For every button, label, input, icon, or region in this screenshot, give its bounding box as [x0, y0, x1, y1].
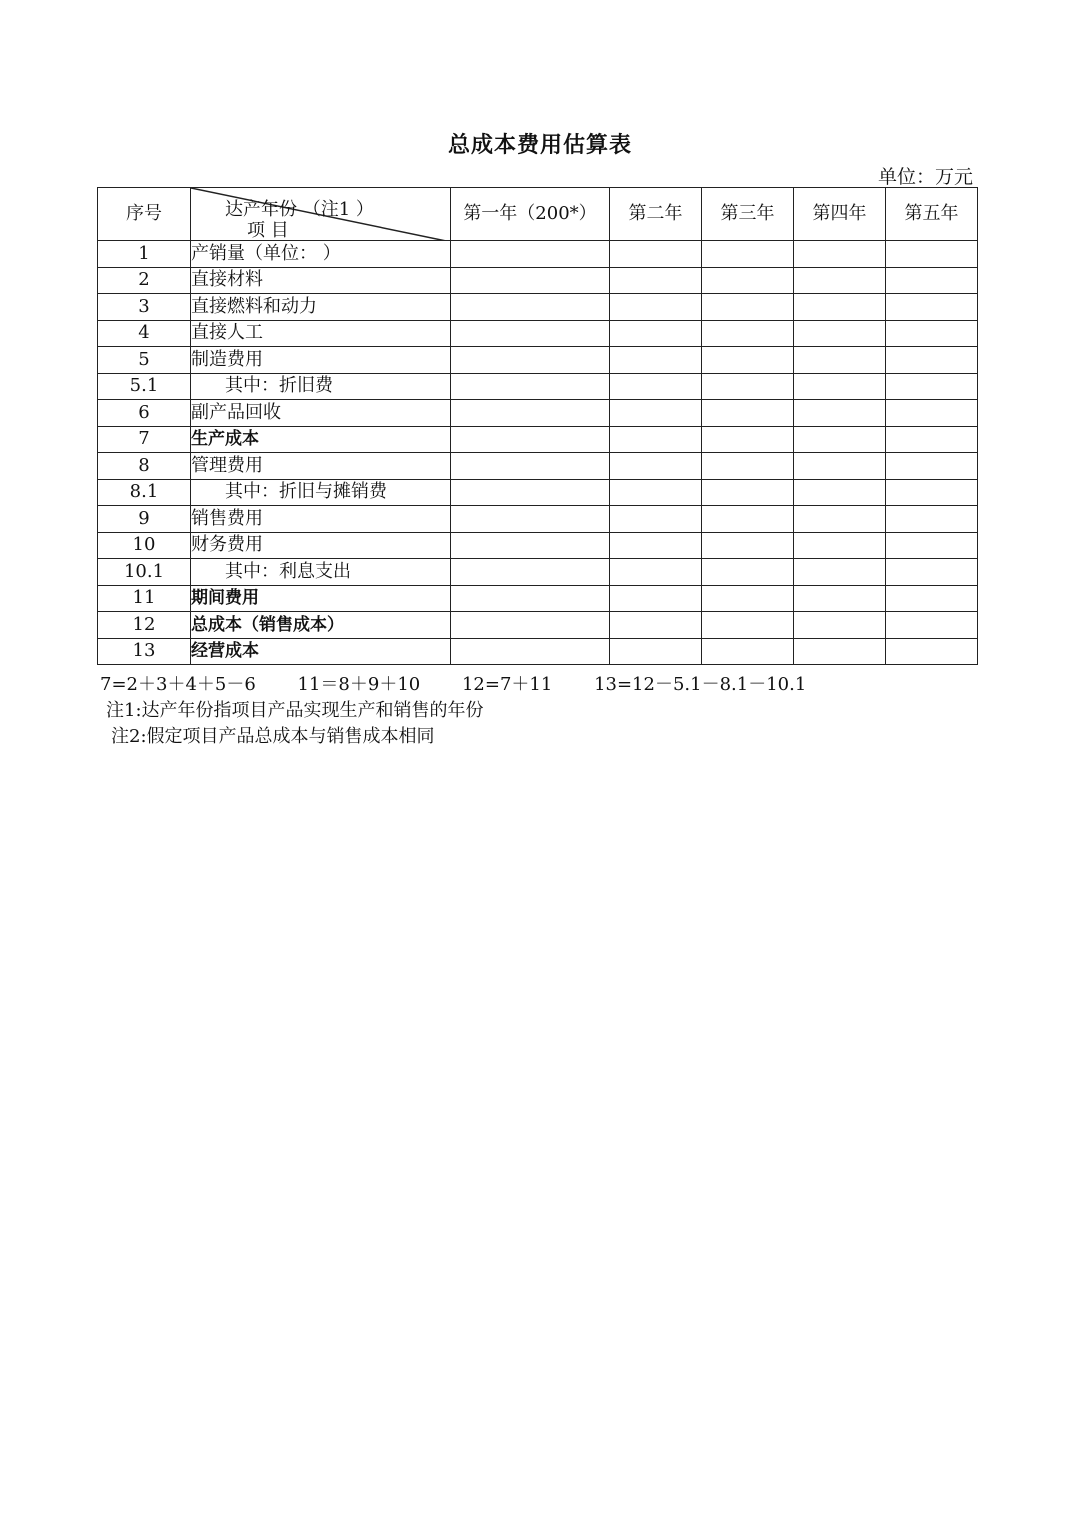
value-cell-year-2[interactable]: [610, 241, 702, 268]
value-cell-year-2[interactable]: [610, 294, 702, 321]
value-cell-year-2[interactable]: [610, 373, 702, 400]
value-cell-year-5[interactable]: [886, 347, 978, 374]
row-item-label: 期间费用: [191, 585, 451, 612]
value-cell-year-3[interactable]: [702, 559, 794, 586]
value-cell-year-2[interactable]: [610, 267, 702, 294]
value-cell-year-2[interactable]: [610, 320, 702, 347]
header-year-3: 第三年: [702, 188, 794, 241]
formula-13: 13=12－5.1－8.1－10.1: [594, 674, 807, 695]
table-row: [98, 347, 978, 374]
value-cell-year-1[interactable]: [451, 559, 610, 586]
value-cell-year-3[interactable]: [702, 347, 794, 374]
note-2: 注2:假定项目产品总成本与销售成本相同: [111, 726, 435, 747]
value-cell-year-5[interactable]: [886, 241, 978, 268]
formula-7: 7=2＋3＋4＋5－6: [100, 674, 256, 695]
row-item-label: 直接人工: [191, 320, 451, 347]
row-number: 8: [98, 453, 191, 480]
value-cell-year-1[interactable]: [451, 506, 610, 533]
row-item-label: 直接燃料和动力: [191, 294, 451, 321]
value-cell-year-3[interactable]: [702, 267, 794, 294]
value-cell-year-4[interactable]: [794, 347, 886, 374]
table-row: [98, 294, 978, 321]
row-item-label: 制造费用: [191, 347, 451, 374]
row-number: 9: [98, 506, 191, 533]
row-number: 12: [98, 612, 191, 639]
value-cell-year-4[interactable]: [794, 479, 886, 506]
value-cell-year-4[interactable]: [794, 559, 886, 586]
header-year-label: 达产年份 （注1 ）: [225, 199, 374, 220]
value-cell-year-4[interactable]: [794, 241, 886, 268]
row-item-label: 经营成本: [191, 638, 451, 665]
header-year-4: 第四年: [794, 188, 886, 241]
table-row: [98, 267, 978, 294]
value-cell-year-3[interactable]: [702, 612, 794, 639]
row-number: 4: [98, 320, 191, 347]
header-year-5: 第五年: [886, 188, 978, 241]
unit-label: 单位：万元: [877, 166, 973, 188]
value-cell-year-2[interactable]: [610, 585, 702, 612]
value-cell-year-5[interactable]: [886, 612, 978, 639]
value-cell-year-4[interactable]: [794, 506, 886, 533]
row-item-label: 其中：折旧费: [191, 373, 451, 400]
table-row: [98, 320, 978, 347]
value-cell-year-3[interactable]: [702, 638, 794, 665]
row-number: 5: [98, 347, 191, 374]
value-cell-year-1[interactable]: [451, 426, 610, 453]
row-item-label: 产销量（单位： ）: [191, 241, 451, 268]
header-diagonal-cell: [191, 188, 451, 241]
header-no: 序号: [98, 188, 191, 241]
row-item-label: 总成本（销售成本）: [191, 612, 451, 639]
header-year-1: 第一年（200*）: [451, 188, 610, 241]
value-cell-year-2[interactable]: [610, 400, 702, 427]
value-cell-year-1[interactable]: [451, 373, 610, 400]
notes: [100, 672, 842, 750]
table-row: [98, 638, 978, 665]
value-cell-year-3[interactable]: [702, 320, 794, 347]
note-1: 注1:达产年份指项目产品实现生产和销售的年份: [106, 700, 484, 721]
formula-12: 12=7＋11: [461, 674, 553, 695]
value-cell-year-5[interactable]: [886, 267, 978, 294]
table-row: [98, 612, 978, 639]
value-cell-year-3[interactable]: [702, 400, 794, 427]
value-cell-year-5[interactable]: [886, 532, 978, 559]
value-cell-year-2[interactable]: [610, 479, 702, 506]
table-row: [98, 426, 978, 453]
header-year-2: 第二年: [610, 188, 702, 241]
row-number: 1: [98, 241, 191, 268]
cost-estimate-table: [97, 187, 978, 665]
value-cell-year-3[interactable]: [702, 532, 794, 559]
row-item-label: 销售费用: [191, 506, 451, 533]
table-row: [98, 479, 978, 506]
value-cell-year-4[interactable]: [794, 400, 886, 427]
value-cell-year-1[interactable]: [451, 241, 610, 268]
value-cell-year-2[interactable]: [610, 347, 702, 374]
value-cell-year-5[interactable]: [886, 426, 978, 453]
value-cell-year-5[interactable]: [886, 585, 978, 612]
row-number: 13: [98, 638, 191, 665]
value-cell-year-5[interactable]: [886, 506, 978, 533]
row-number: 8.1: [98, 479, 191, 506]
value-cell-year-3[interactable]: [702, 506, 794, 533]
value-cell-year-5[interactable]: [886, 453, 978, 480]
row-item-label: 直接材料: [191, 267, 451, 294]
value-cell-year-4[interactable]: [794, 294, 886, 321]
value-cell-year-1[interactable]: [451, 320, 610, 347]
row-item-label: 生产成本: [191, 426, 451, 453]
value-cell-year-2[interactable]: [610, 426, 702, 453]
value-cell-year-3[interactable]: [702, 294, 794, 321]
row-number: 3: [98, 294, 191, 321]
row-number: 2: [98, 267, 191, 294]
value-cell-year-1[interactable]: [451, 479, 610, 506]
row-number: 10.1: [98, 559, 191, 586]
value-cell-year-1[interactable]: [451, 453, 610, 480]
table-row: [98, 400, 978, 427]
value-cell-year-1[interactable]: [451, 347, 610, 374]
value-cell-year-2[interactable]: [610, 532, 702, 559]
value-cell-year-2[interactable]: [610, 453, 702, 480]
value-cell-year-4[interactable]: [794, 612, 886, 639]
row-number: 11: [98, 585, 191, 612]
value-cell-year-4[interactable]: [794, 532, 886, 559]
row-number: 6: [98, 400, 191, 427]
table-row: [98, 506, 978, 533]
row-item-label: 其中：利息支出: [191, 559, 451, 586]
value-cell-year-4[interactable]: [794, 320, 886, 347]
value-cell-year-4[interactable]: [794, 585, 886, 612]
formula-line: [100, 672, 842, 698]
table-row: [98, 241, 978, 268]
value-cell-year-1[interactable]: [451, 267, 610, 294]
value-cell-year-1[interactable]: [451, 294, 610, 321]
value-cell-year-2[interactable]: [610, 559, 702, 586]
table-row: [98, 532, 978, 559]
formula-11: 11＝8＋9＋10: [297, 674, 421, 695]
value-cell-year-1[interactable]: [451, 638, 610, 665]
value-cell-year-3[interactable]: [702, 373, 794, 400]
value-cell-year-4[interactable]: [794, 426, 886, 453]
table-row: [98, 453, 978, 480]
value-cell-year-1[interactable]: [451, 532, 610, 559]
table-row: [98, 585, 978, 612]
table-row: [98, 559, 978, 586]
value-cell-year-4[interactable]: [794, 638, 886, 665]
row-item-label: 财务费用: [191, 532, 451, 559]
value-cell-year-3[interactable]: [702, 453, 794, 480]
row-number: 5.1: [98, 373, 191, 400]
document-title: 总成本费用估算表: [447, 133, 632, 158]
value-cell-year-1[interactable]: [451, 612, 610, 639]
value-cell-year-5[interactable]: [886, 559, 978, 586]
value-cell-year-4[interactable]: [794, 453, 886, 480]
value-cell-year-5[interactable]: [886, 373, 978, 400]
table-header-row: [98, 188, 978, 241]
value-cell-year-5[interactable]: [886, 294, 978, 321]
row-item-label: 副产品回收: [191, 400, 451, 427]
row-item-label: 管理费用: [191, 453, 451, 480]
value-cell-year-5[interactable]: [886, 400, 978, 427]
value-cell-year-3[interactable]: [702, 241, 794, 268]
value-cell-year-2[interactable]: [610, 638, 702, 665]
table-row: [98, 373, 978, 400]
value-cell-year-2[interactable]: [610, 612, 702, 639]
value-cell-year-2[interactable]: [610, 506, 702, 533]
header-item-label: 项 目: [247, 220, 289, 241]
value-cell-year-3[interactable]: [702, 479, 794, 506]
value-cell-year-1[interactable]: [451, 585, 610, 612]
value-cell-year-5[interactable]: [886, 320, 978, 347]
row-number: 7: [98, 426, 191, 453]
value-cell-year-5[interactable]: [886, 638, 978, 665]
row-number: 10: [98, 532, 191, 559]
value-cell-year-5[interactable]: [886, 479, 978, 506]
row-item-label: 其中：折旧与摊销费: [191, 479, 451, 506]
value-cell-year-1[interactable]: [451, 400, 610, 427]
value-cell-year-3[interactable]: [702, 426, 794, 453]
value-cell-year-3[interactable]: [702, 585, 794, 612]
value-cell-year-4[interactable]: [794, 267, 886, 294]
value-cell-year-4[interactable]: [794, 373, 886, 400]
